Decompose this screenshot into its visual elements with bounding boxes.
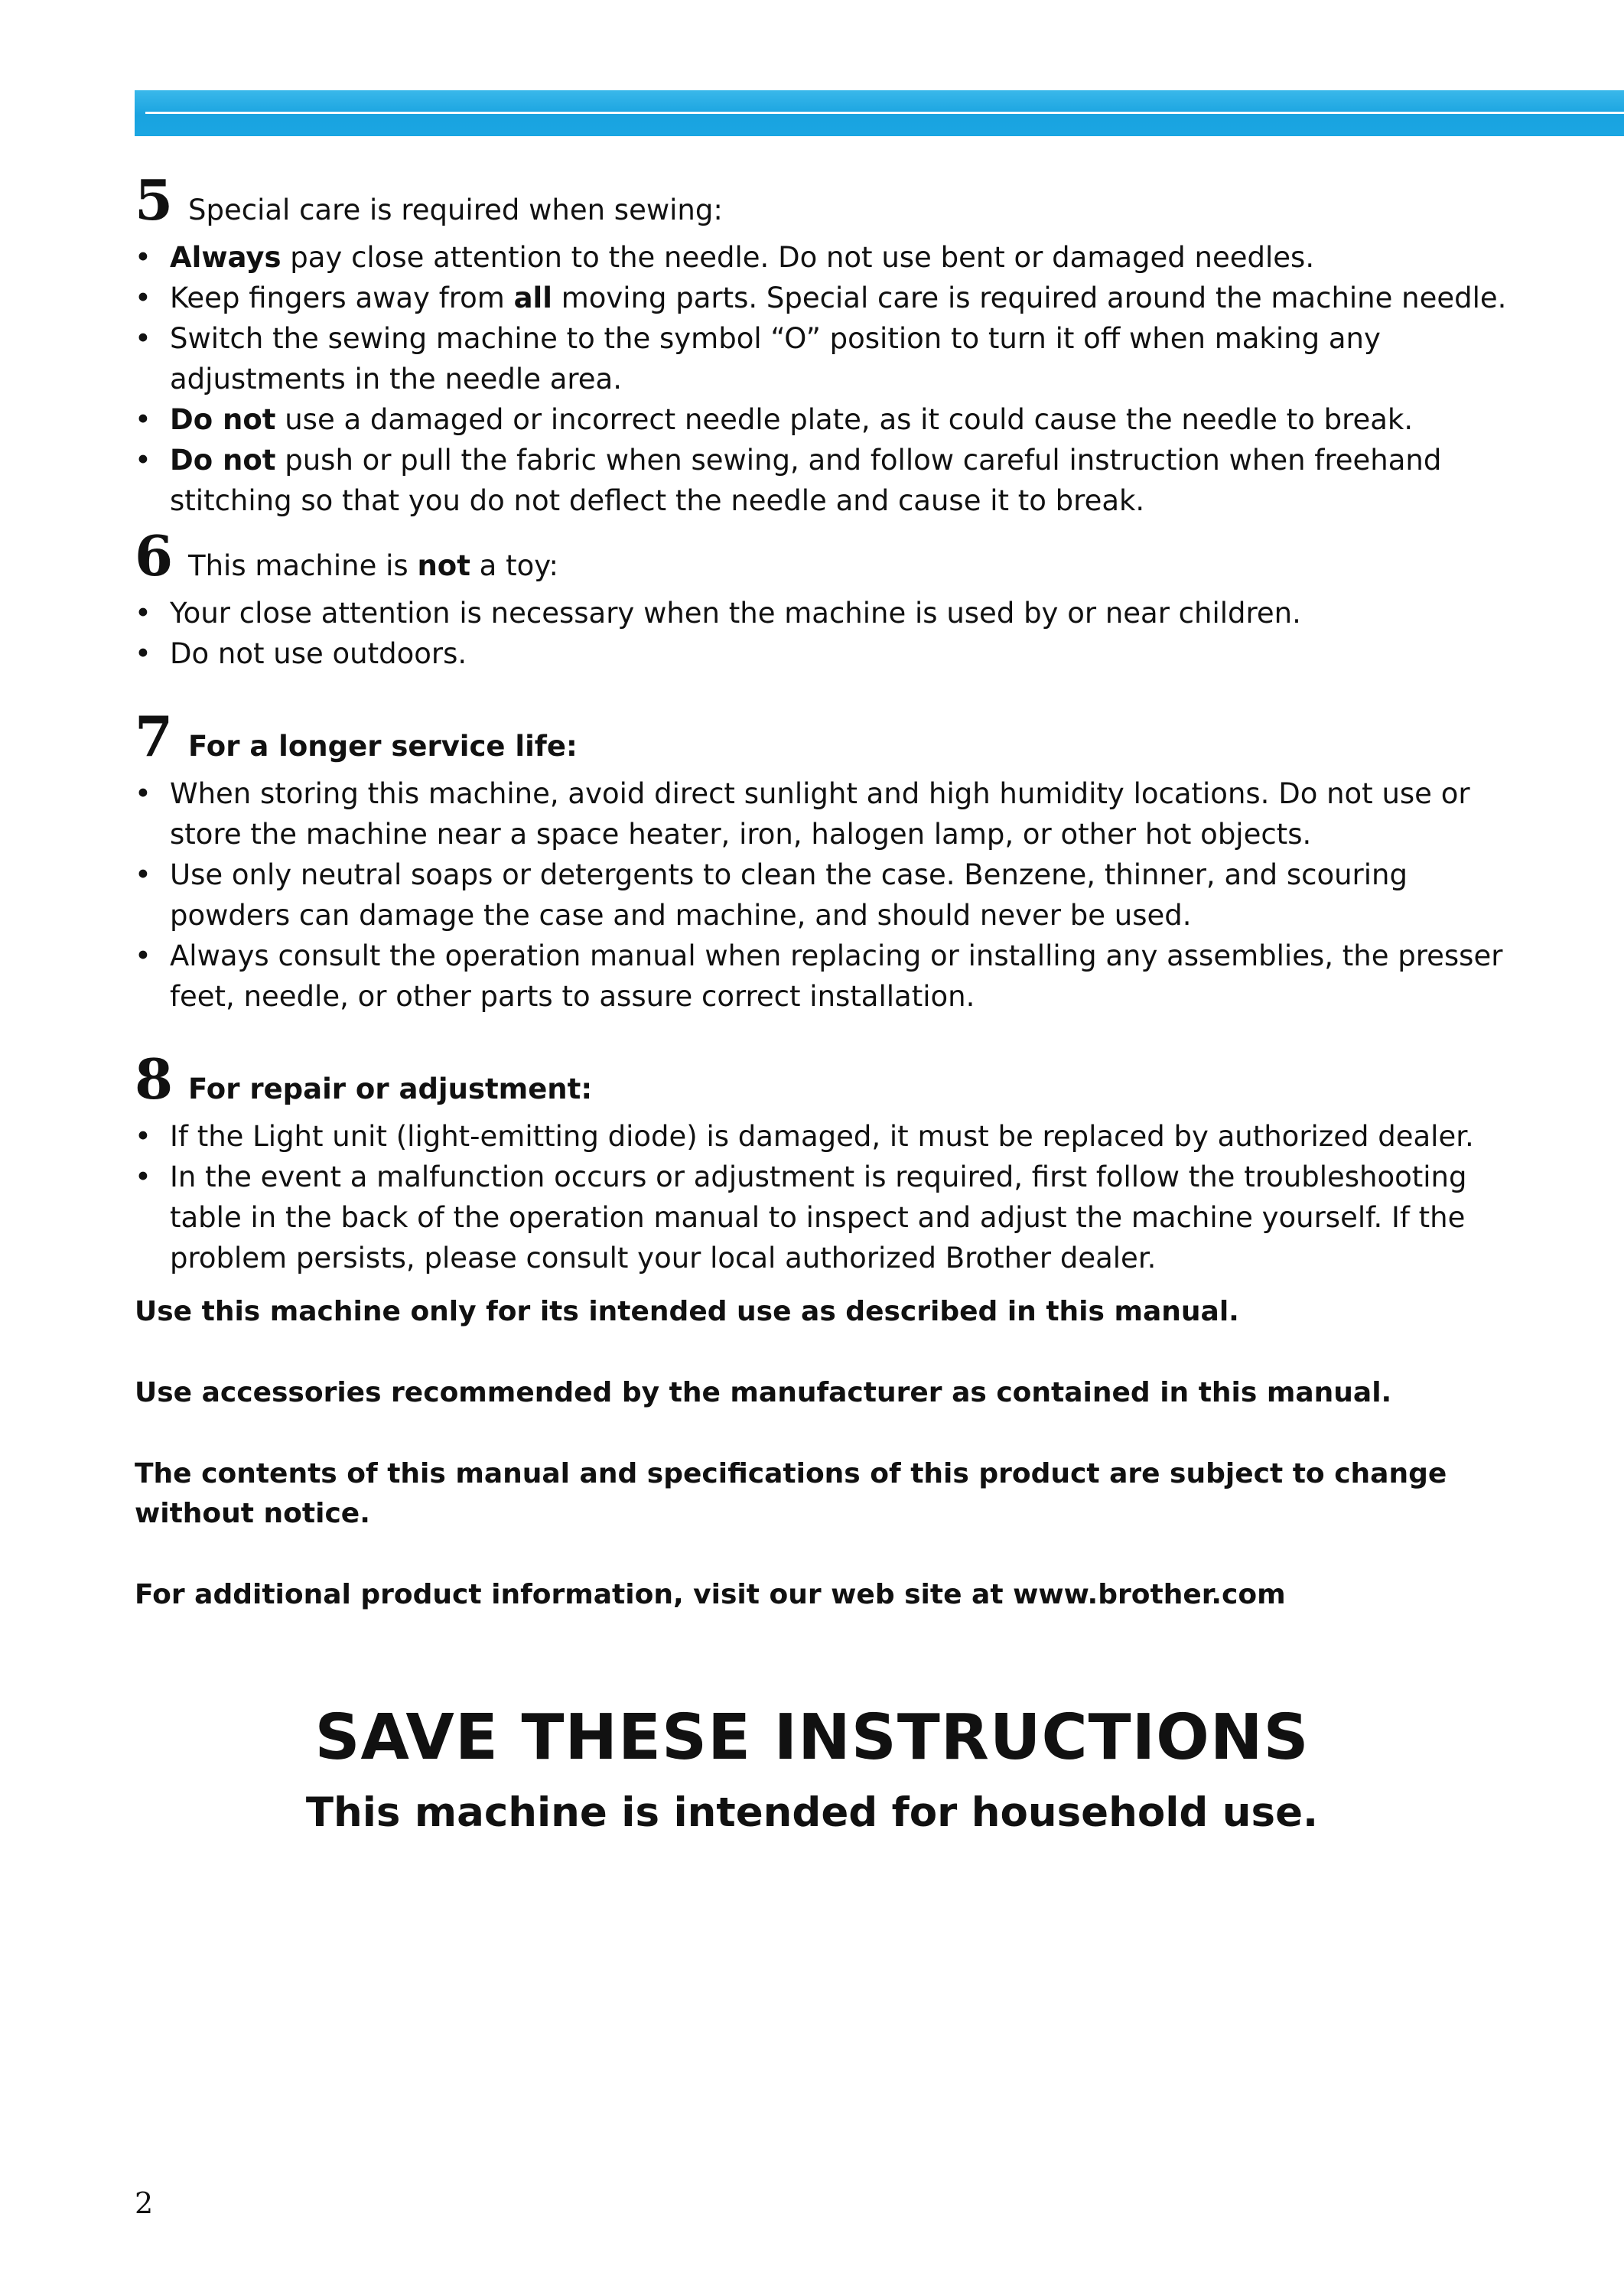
list-item: • Do not use outdoors.: [135, 633, 1512, 674]
list-item: • Do not push or pull the fabric when sewing, and follow careful instruction when freehand stitching so that you do not deflect the needle and cause it to break.: [135, 440, 1512, 521]
section-title: For repair or adjustment:: [188, 1073, 593, 1105]
bullet-list: [135, 773, 1512, 1017]
bullet-list: [135, 237, 1512, 521]
notice-accessories: Use accessories recommended by the manufacturer as contained in this manual.: [135, 1377, 1392, 1408]
list-item: • In the event a malfunction occurs or adjustment is required, first follow the troubleshooting table in the back of the operation manual to inspect and adjust the machine yourself. If the problem persists, please consult your local authorized Brother dealer.: [135, 1157, 1512, 1278]
page-number: 2: [135, 2186, 154, 2220]
section-number: 8: [135, 1047, 174, 1112]
section-header: [135, 1049, 1512, 1110]
list-item: • Keep fingers away from all moving parts. Special care is required around the machine needle.: [135, 278, 1512, 318]
section-number: 5: [135, 168, 174, 233]
notice-intended-use: Use this machine only for its intended use as described in this manual.: [135, 1296, 1239, 1327]
bullet-list: [135, 1116, 1512, 1278]
section-5: [135, 170, 1512, 521]
header-bar: [135, 90, 1624, 136]
section-7: [135, 706, 1512, 1017]
section-title: Special care is required when sewing:: [188, 194, 723, 226]
list-item: • Do not use a damaged or incorrect needle plate, as it could cause the needle to break.: [135, 399, 1512, 440]
list-item: • Use only neutral soaps or detergents to clean the case. Benzene, thinner, and scouring powders can damage the case and machine, and should never be used.: [135, 855, 1512, 936]
list-item: • Your close attention is necessary when the machine is used by or near children.: [135, 593, 1512, 633]
section-6: [135, 523, 1512, 674]
save-instructions-heading: SAVE THESE INSTRUCTIONS: [314, 1701, 1310, 1774]
safety-content: [135, 170, 1512, 1615]
section-header: [135, 170, 1512, 231]
list-item: • Switch the sewing machine to the symbol “O” position to turn it off when making any adjustments in the needle area.: [135, 318, 1512, 399]
header-bar-line: [145, 112, 1624, 114]
bullet-list: [135, 593, 1512, 674]
notice-website: For additional product information, visit our web site at www.brother.com: [135, 1579, 1286, 1610]
list-item: • Always pay close attention to the needle. Do not use bent or damaged needles.: [135, 237, 1512, 278]
list-item: • When storing this machine, avoid direct sunlight and high humidity locations. Do not use or store the machine near a space heater, iron, halogen lamp, or other hot objects.: [135, 773, 1512, 855]
section-number: 7: [135, 704, 174, 769]
section-number: 6: [135, 523, 174, 588]
notice-specifications: The contents of this manual and specifications of this product are subject to change without notice.: [135, 1458, 1447, 1529]
section-title: For a longer service life:: [188, 730, 578, 763]
section-header: [135, 706, 1512, 767]
list-item: • Always consult the operation manual when replacing or installing any assemblies, the presser feet, needle, or other parts to assure correct installation.: [135, 936, 1512, 1017]
section-header: [135, 523, 1512, 588]
household-use-subheading: This machine is intended for household use.: [305, 1789, 1319, 1836]
list-item: • If the Light unit (light-emitting diode) is damaged, it must be replaced by authorized dealer.: [135, 1116, 1512, 1157]
section-8: [135, 1049, 1512, 1278]
section-title: This machine is not a toy:: [188, 549, 558, 582]
